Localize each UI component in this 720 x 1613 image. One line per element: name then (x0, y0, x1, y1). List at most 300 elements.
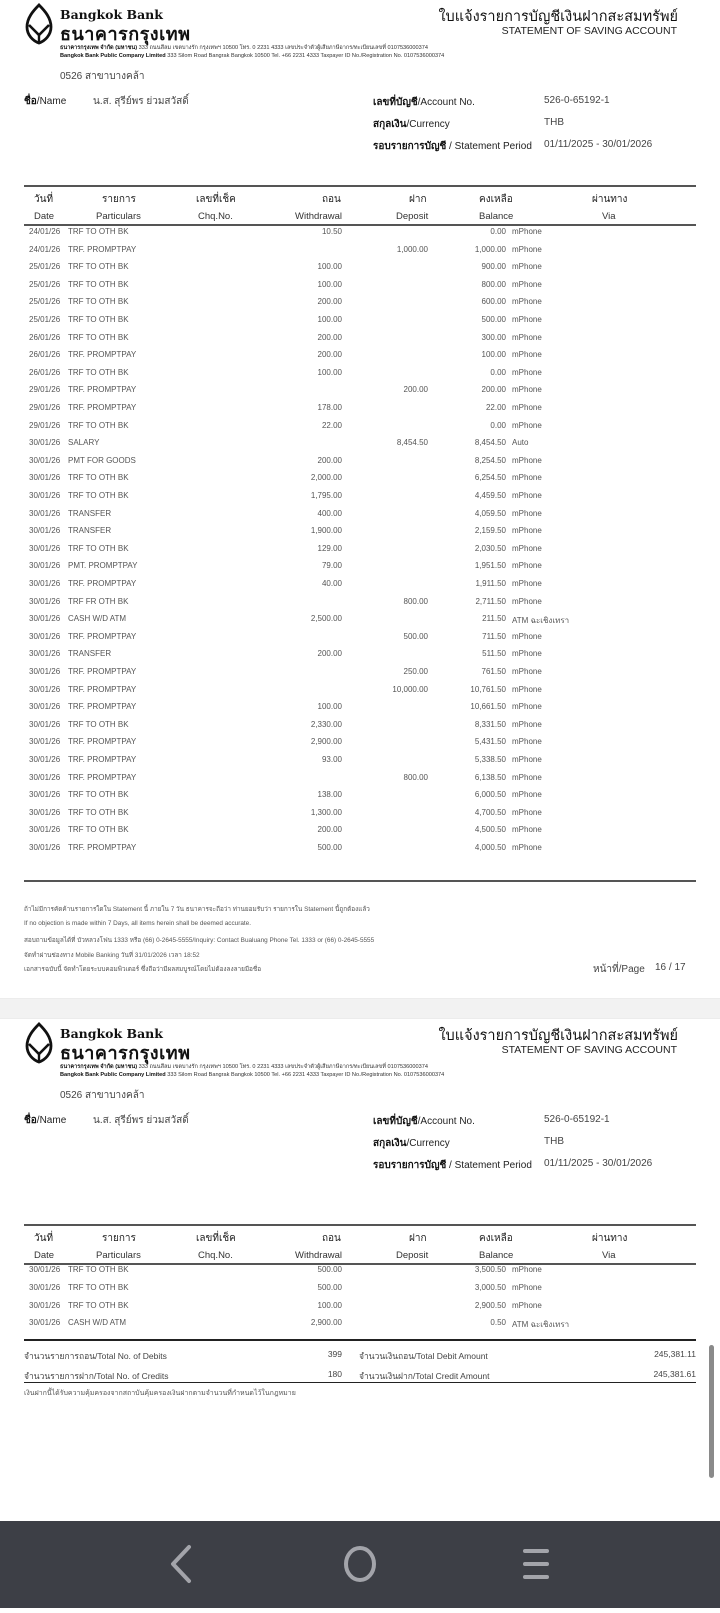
statement-title-en: STATEMENT OF SAVING ACCOUNT (501, 25, 677, 37)
row-via: mPhone (512, 684, 542, 694)
row-balance: 3,000.50 (474, 1282, 506, 1292)
col-deposit-th: ฝาก (409, 1233, 427, 1244)
recents-button[interactable] (495, 1521, 585, 1608)
row-withdrawal: 500.00 (317, 1282, 342, 1292)
table-row (0, 790, 720, 808)
table-top-rule (24, 1224, 696, 1226)
back-button[interactable] (135, 1521, 225, 1608)
row-balance: 6,138.50 (474, 772, 506, 782)
row-via: mPhone (512, 579, 542, 588)
row-balance: 4,000.50 (474, 843, 506, 852)
row-via: mPhone (512, 227, 542, 236)
row-balance: 2,711.50 (475, 596, 506, 606)
row-via: mPhone (512, 631, 542, 641)
branch: 0526 สาขาบางคล้า (60, 71, 145, 82)
row-balance: 4,500.50 (474, 825, 506, 835)
bangkok-bank-logo-icon (24, 3, 54, 45)
account-no-label: เลขที่บัญชี/Account No. (373, 1116, 475, 1127)
row-via: mPhone (512, 790, 542, 800)
row-withdrawal: 40.00 (321, 579, 342, 588)
row-via: mPhone (512, 297, 542, 307)
row-date: 30/01/26 (29, 1282, 61, 1292)
table-row (0, 702, 720, 720)
row-withdrawal: 100.00 (317, 315, 342, 324)
summary-rule (24, 1382, 696, 1383)
row-via: mPhone (512, 385, 542, 395)
row-via: mPhone (512, 561, 542, 571)
row-via: mPhone (512, 491, 542, 500)
row-balance: 1,951.50 (474, 561, 506, 571)
row-via: mPhone (512, 825, 542, 835)
col-date-th: วันที่ (34, 194, 54, 205)
row-withdrawal: 200.00 (317, 350, 342, 360)
table-row (0, 403, 720, 421)
row-withdrawal: 100.00 (317, 1300, 342, 1310)
row-date: 30/01/26 (29, 737, 61, 747)
row-balance: 100.00 (481, 350, 506, 360)
table-row (0, 843, 720, 861)
row-particulars: TRF TO OTH BK (68, 790, 129, 800)
row-deposit: 500.00 (403, 631, 428, 641)
row-via: mPhone (512, 455, 542, 465)
row-balance: 2,159.50 (474, 526, 506, 536)
row-deposit: 1,000.00 (396, 244, 428, 254)
row-particulars: TRF. PROMPTPAY (68, 772, 137, 782)
row-particulars: TRF TO OTH BK (68, 262, 129, 272)
row-withdrawal: 2,000.00 (310, 473, 342, 483)
table-row (0, 297, 720, 315)
col-balance: Balance (479, 211, 514, 222)
row-deposit: 250.00 (403, 667, 428, 676)
address-en: Bangkok Bank Public Company Limited 333 Silom Road Bangrak Bangkok 10500 Tel. +66 2231 4333 Taxpayer ID No./Registration No. 0107536000374 (60, 1072, 445, 1078)
row-date: 30/01/26 (29, 772, 61, 782)
row-balance: 8,454.50 (474, 438, 506, 448)
row-withdrawal: 200.00 (317, 649, 342, 659)
row-deposit: 8,454.50 (396, 438, 428, 448)
row-balance: 22.00 (485, 403, 506, 412)
row-particulars: TRF TO OTH BK (68, 807, 129, 817)
row-balance: 5,338.50 (474, 755, 506, 764)
row-balance: 4,459.50 (474, 491, 506, 500)
row-withdrawal: 200.00 (317, 297, 342, 307)
statement-title-en: STATEMENT OF SAVING ACCOUNT (501, 1044, 677, 1056)
statement-page-17 (0, 1019, 720, 1521)
name-value: น.ส. สุรีย์พร ย่วมสวัสดิ์ (93, 1115, 189, 1126)
row-balance: 6,254.50 (474, 473, 506, 483)
row-particulars: TRF TO OTH BK (68, 543, 129, 553)
branch: 0526 สาขาบางคล้า (60, 1090, 145, 1101)
row-balance: 5,431.50 (474, 737, 506, 747)
table-row (0, 350, 720, 368)
col-balance-th: คงเหลือ (479, 194, 513, 205)
address-th: ธนาคารกรุงเทพ จำกัด (มหาชน) 333 ถนนสีลม เขตบางรัก กรุงเทพฯ 10500 โทร. 0 2231 4333 เลขประจำตัวผู้เสียภาษีอากร/ทะเบียนเลขที่ 0107536000374 (60, 45, 428, 51)
home-button[interactable] (315, 1521, 405, 1608)
row-balance: 761.50 (481, 667, 506, 676)
row-particulars: TRF TO OTH BK (68, 1265, 129, 1274)
account-no-value: 526-0-65192-1 (544, 95, 610, 106)
row-balance: 10,761.50 (470, 684, 506, 694)
row-withdrawal: 500.00 (317, 1265, 342, 1274)
row-date: 30/01/26 (29, 755, 61, 764)
row-withdrawal: 1,795.00 (310, 491, 342, 500)
row-balance: 0.50 (490, 1318, 506, 1328)
row-withdrawal: 100.00 (317, 262, 342, 272)
row-via: mPhone (512, 543, 542, 553)
row-withdrawal: 2,900.00 (310, 737, 342, 747)
row-balance: 8,331.50 (474, 719, 506, 729)
col-deposit-th: ฝาก (409, 194, 427, 205)
row-withdrawal: 100.00 (317, 702, 342, 712)
row-via: mPhone (512, 772, 542, 782)
col-chq-th: เลขที่เช็ค (196, 1233, 236, 1244)
currency-value: THB (544, 1136, 564, 1147)
row-date: 30/01/26 (29, 508, 61, 518)
row-balance: 6,000.50 (474, 790, 506, 800)
row-balance: 200.00 (481, 385, 506, 395)
row-via: mPhone (512, 367, 542, 377)
currency-label: สกุลเงิน/Currency (373, 119, 450, 130)
row-particulars: TRF. PROMPTPAY (68, 667, 137, 676)
row-date: 29/01/26 (29, 403, 61, 412)
bank-name-en: Bangkok Bank (60, 1026, 163, 1041)
row-particulars: TRF FR OTH BK (68, 596, 129, 606)
row-withdrawal: 200.00 (317, 825, 342, 835)
row-particulars: TRF. PROMPTPAY (68, 244, 137, 254)
row-particulars: TRANSFER (68, 508, 112, 518)
row-date: 30/01/26 (29, 1300, 61, 1310)
page-separator (0, 998, 720, 1019)
col-via: Via (602, 1250, 616, 1261)
row-particulars: PMT FOR GOODS (68, 455, 136, 465)
col-particulars: Particulars (96, 211, 141, 222)
row-particulars: CASH W/D ATM (68, 1318, 127, 1328)
total-debit-amount: 245,381.11 (654, 1349, 696, 1359)
row-via: mPhone (512, 1282, 542, 1292)
row-balance: 2,030.50 (474, 543, 506, 553)
row-particulars: TRF TO OTH BK (68, 825, 129, 835)
row-withdrawal: 100.00 (317, 279, 342, 289)
table-row (0, 368, 720, 386)
table-row (0, 579, 720, 597)
row-date: 30/01/26 (29, 843, 61, 852)
table-row (0, 385, 720, 403)
row-date: 25/01/26 (29, 315, 61, 324)
row-date: 30/01/26 (29, 455, 61, 465)
total-credit-amount: 245,381.61 (653, 1369, 696, 1379)
row-deposit: 10,000.00 (392, 684, 428, 694)
total-debits-count-label: จำนวนรายการถอน/Total No. of Debits (24, 1351, 167, 1361)
col-chq: Chq.No. (198, 211, 233, 222)
objection-note-en: If no objection is made within 7 Days, all items herein shall be deemed accurate. (24, 920, 251, 927)
row-withdrawal: 500.00 (317, 843, 342, 852)
row-particulars: TRF TO OTH BK (68, 279, 129, 289)
row-via: mPhone (512, 279, 542, 289)
row-via: Auto (512, 438, 529, 448)
account-no-label: เลขที่บัญชี/Account No. (373, 97, 475, 108)
col-chq-th: เลขที่เช็ค (196, 194, 236, 205)
row-via: mPhone (512, 1300, 542, 1310)
statement-period-label: รอบรายการบัญชี / Statement Period (373, 1160, 532, 1171)
row-balance: 8,254.50 (474, 455, 506, 465)
row-via: mPhone (512, 244, 542, 254)
row-balance: 4,059.50 (474, 508, 506, 518)
total-debit-amount-label: จำนวนเงินถอน/Total Debit Amount (359, 1351, 488, 1361)
row-via: mPhone (512, 719, 542, 729)
currency-label: สกุลเงิน/Currency (373, 1138, 450, 1149)
table-row (0, 685, 720, 703)
row-date: 25/01/26 (29, 279, 61, 289)
row-date: 30/01/26 (29, 473, 61, 483)
table-row (0, 825, 720, 843)
table-bottom-rule (24, 880, 696, 882)
col-deposit: Deposit (396, 211, 429, 222)
row-balance: 0.00 (490, 227, 506, 236)
row-particulars: TRF TO OTH BK (68, 297, 129, 307)
table-row (0, 614, 720, 632)
row-particulars: PMT. PROMPTPAY (68, 561, 138, 571)
row-date: 30/01/26 (29, 719, 61, 729)
table-top-rule (24, 185, 696, 187)
computer-generated-note: เอกสารฉบับนี้ จัดทำโดยระบบคอมพิวเตอร์ ซึ่งถือว่ามีผลสมบูรณ์โดยไม่ต้องลงลายมือชื่อ (24, 966, 262, 973)
row-withdrawal: 138.00 (317, 790, 342, 800)
bank-name-th: ธนาคารกรุงเทพ (60, 1043, 191, 1064)
table-row (0, 1283, 720, 1301)
table-row (0, 808, 720, 826)
col-particulars-th: รายการ (102, 194, 136, 205)
row-date: 30/01/26 (29, 561, 61, 571)
table-row (0, 438, 720, 456)
table-row (0, 1265, 720, 1283)
row-date: 30/01/26 (29, 825, 61, 835)
row-particulars: TRF. PROMPTPAY (68, 385, 137, 395)
row-withdrawal: 100.00 (317, 367, 342, 377)
row-date: 30/01/26 (29, 491, 61, 500)
row-balance: 800.00 (481, 279, 506, 289)
col-date-th: วันที่ (34, 1233, 54, 1244)
col-via: Via (602, 211, 616, 222)
row-withdrawal: 400.00 (317, 508, 342, 518)
row-date: 25/01/26 (29, 262, 61, 272)
row-particulars: TRANSFER (68, 649, 112, 659)
table-row (0, 509, 720, 527)
generated-note: จัดทำผ่านช่องทาง Mobile Banking วันที่ 31/01/2026 เวลา 18:52 (24, 952, 200, 959)
name-label: ชื่อ/Name (24, 1115, 67, 1126)
total-debits-count: 399 (327, 1349, 342, 1359)
row-via: mPhone (512, 332, 542, 342)
row-withdrawal: 10.50 (321, 227, 342, 236)
row-particulars: TRF. PROMPTPAY (68, 350, 137, 360)
objection-note-th: ถ้าไม่มีการคัดค้านรายการใดใน Statement นี้ ภายใน 7 วัน ธนาคารจะถือว่า ท่านยอมรับว่า รายการใน Statement นี้ถูกต้องแล้ว (24, 906, 370, 913)
row-particulars: TRF TO OTH BK (68, 719, 129, 729)
row-withdrawal: 22.00 (321, 420, 342, 430)
row-date: 24/01/26 (29, 227, 61, 236)
row-date: 26/01/26 (29, 332, 61, 342)
row-withdrawal: 200.00 (317, 455, 342, 465)
statement-period-value: 01/11/2025 - 30/01/2026 (544, 1158, 653, 1169)
col-via-th: ผ่านทาง (592, 194, 628, 205)
row-particulars: TRF TO OTH BK (68, 315, 129, 324)
recents-lines-icon (495, 1521, 585, 1608)
inquiry-note: สอบถามข้อมูลได้ที่ บัวหลวงโฟน 1333 หรือ (66) 0-2645-5555/Inquiry: Contact Bualuang Phone Tel. 1333 or (66) 0-2645-5555 (24, 937, 375, 944)
account-no-value: 526-0-65192-1 (544, 1114, 610, 1125)
col-chq: Chq.No. (198, 1250, 233, 1261)
row-withdrawal: 2,330.00 (310, 719, 342, 729)
table-row (0, 544, 720, 562)
row-via: mPhone (512, 262, 542, 272)
table-row (0, 333, 720, 351)
system-navigation-bar (0, 1521, 720, 1608)
row-via: mPhone (512, 702, 542, 712)
row-date: 30/01/26 (29, 438, 61, 448)
row-balance: 10,661.50 (470, 702, 506, 712)
row-date: 30/01/26 (29, 667, 61, 676)
statement-title-th: ใบแจ้งรายการบัญชีเงินฝากสะสมทรัพย์ (438, 9, 678, 25)
table-row (0, 632, 720, 650)
row-balance: 600.00 (481, 297, 506, 307)
page-label: หน้าที่/Page (593, 964, 645, 975)
row-balance: 300.00 (481, 332, 506, 342)
row-date: 30/01/26 (29, 579, 61, 588)
row-balance: 1,911.50 (475, 579, 506, 588)
row-particulars: SALARY (68, 438, 100, 448)
col-particulars-th: รายการ (102, 1233, 136, 1244)
col-withdrawal-th: ถอน (322, 1233, 341, 1244)
table-bottom-rule (24, 1339, 696, 1341)
row-via: mPhone (512, 1265, 542, 1274)
row-date: 29/01/26 (29, 385, 61, 395)
table-row (0, 526, 720, 544)
row-particulars: CASH W/D ATM (68, 614, 127, 624)
row-balance: 711.50 (482, 631, 506, 641)
row-balance: 4,700.50 (474, 807, 506, 817)
row-particulars: TRF TO OTH BK (68, 367, 129, 377)
col-date: Date (34, 1250, 55, 1261)
row-via: ATM ฉะเชิงเทรา (512, 1320, 570, 1330)
row-balance: 0.00 (490, 367, 506, 377)
row-date: 30/01/26 (29, 649, 61, 659)
currency-value: THB (544, 117, 564, 128)
row-particulars: TRF TO OTH BK (68, 1300, 129, 1310)
row-date: 29/01/26 (29, 420, 61, 430)
table-row (0, 755, 720, 773)
row-date: 30/01/26 (29, 631, 61, 641)
total-credit-amount-label: จำนวนเงินฝาก/Total Credit Amount (359, 1371, 490, 1381)
row-particulars: TRF TO OTH BK (68, 420, 129, 430)
table-row (0, 649, 720, 667)
row-via: mPhone (512, 596, 542, 606)
table-row (0, 315, 720, 333)
row-via: mPhone (512, 667, 542, 676)
row-via: mPhone (512, 315, 542, 324)
row-particulars: TRF TO OTH BK (68, 227, 129, 236)
col-balance-th: คงเหลือ (479, 1233, 513, 1244)
row-balance: 500.00 (481, 315, 506, 324)
row-balance: 511.50 (482, 649, 506, 659)
col-particulars: Particulars (96, 1250, 141, 1261)
row-particulars: TRF TO OTH BK (68, 491, 129, 500)
row-date: 30/01/26 (29, 684, 61, 694)
total-credits-count-label: จำนวนรายการฝาก/Total No. of Credits (24, 1371, 169, 1381)
row-date: 25/01/26 (29, 297, 61, 307)
row-particulars: TRF. PROMPTPAY (68, 684, 137, 694)
row-balance: 211.50 (482, 614, 506, 624)
row-via: mPhone (512, 526, 542, 536)
row-particulars: TRF TO OTH BK (68, 1282, 129, 1292)
deposit-protection-note: เงินฝากนี้ได้รับความคุ้มครองจากสถาบันคุ้มครองเงินฝากตามจำนวนที่กำหนดไว้ในกฎหมาย (24, 1390, 296, 1397)
row-particulars: TRF. PROMPTPAY (68, 702, 137, 712)
row-date: 30/01/26 (29, 614, 61, 624)
row-particulars: TRF. PROMPTPAY (68, 737, 137, 747)
table-row (0, 667, 720, 685)
row-via: mPhone (512, 420, 542, 430)
row-date: 30/01/26 (29, 543, 61, 553)
row-via: mPhone (512, 350, 542, 360)
bank-name-th: ธนาคารกรุงเทพ (60, 24, 191, 45)
row-date: 30/01/26 (29, 596, 61, 606)
row-date: 30/01/26 (29, 790, 61, 800)
row-date: 30/01/26 (29, 807, 61, 817)
table-row (0, 262, 720, 280)
row-withdrawal: 178.00 (317, 403, 342, 412)
row-withdrawal: 2,900.00 (310, 1318, 342, 1328)
table-row (0, 227, 720, 245)
page-number: 16 / 17 (655, 962, 686, 973)
row-withdrawal: 1,900.00 (310, 526, 342, 536)
row-via: mPhone (512, 508, 542, 518)
address-en: Bangkok Bank Public Company Limited 333 Silom Road Bangrak Bangkok 10500 Tel. +66 2231 4333 Taxpayer ID No./Registration No. 0107536000374 (60, 53, 445, 59)
table-row (0, 491, 720, 509)
scrollbar-thumb[interactable] (709, 1345, 714, 1478)
row-date: 30/01/26 (29, 526, 61, 536)
table-row (0, 597, 720, 615)
row-date: 30/01/26 (29, 1318, 61, 1328)
row-particulars: TRF TO OTH BK (68, 332, 129, 342)
row-balance: 900.00 (481, 262, 506, 272)
col-balance: Balance (479, 1250, 514, 1261)
col-via-th: ผ่านทาง (592, 1233, 628, 1244)
row-particulars: TRF. PROMPTPAY (68, 631, 137, 641)
home-circle-icon (315, 1521, 405, 1608)
row-particulars: TRF TO OTH BK (68, 473, 129, 483)
row-via: mPhone (512, 473, 542, 483)
col-deposit: Deposit (396, 1250, 429, 1261)
row-balance: 0.00 (490, 420, 506, 430)
row-particulars: TRF. PROMPTPAY (68, 755, 137, 764)
row-withdrawal: 79.00 (321, 561, 342, 571)
col-withdrawal-th: ถอน (322, 194, 341, 205)
row-withdrawal: 93.00 (321, 755, 342, 764)
table-row (0, 456, 720, 474)
statement-period-value: 01/11/2025 - 30/01/2026 (544, 139, 653, 150)
table-row (0, 245, 720, 263)
table-header-rule (24, 224, 696, 226)
row-via: mPhone (512, 737, 542, 747)
row-particulars: TRF. PROMPTPAY (68, 579, 137, 588)
bank-name-en: Bangkok Bank (60, 7, 163, 22)
table-row (0, 737, 720, 755)
row-via: mPhone (512, 649, 542, 659)
table-row (0, 1301, 720, 1319)
col-withdrawal: Withdrawal (295, 1250, 342, 1261)
row-deposit: 800.00 (403, 772, 428, 782)
row-date: 26/01/26 (29, 350, 61, 360)
table-row (0, 720, 720, 738)
row-withdrawal: 129.00 (317, 543, 342, 553)
back-chevron-icon (135, 1521, 225, 1608)
row-date: 30/01/26 (29, 702, 61, 712)
table-row (0, 473, 720, 491)
row-date: 24/01/26 (29, 244, 61, 254)
